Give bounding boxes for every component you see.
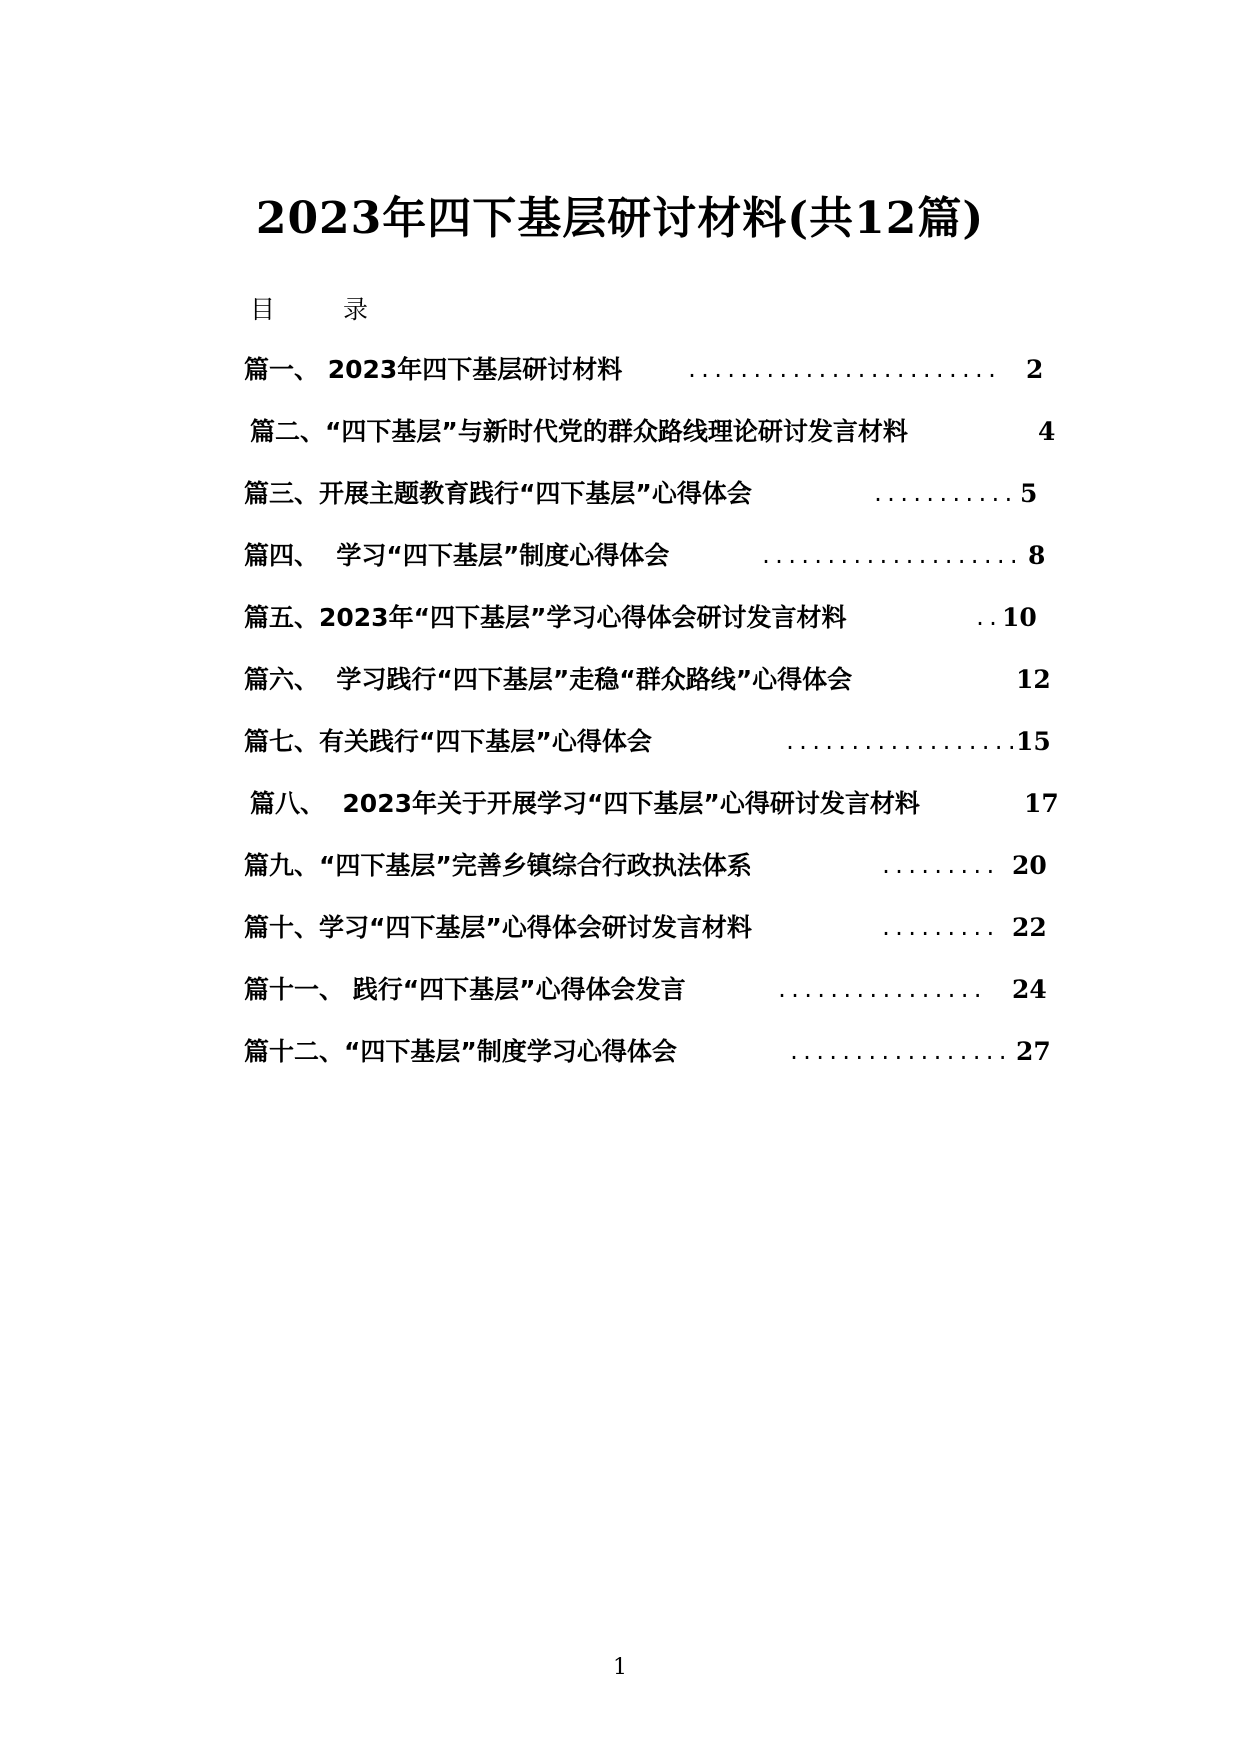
toc-entry-leader-dots: ...........: [872, 482, 1016, 506]
toc-entry[interactable]: [244, 722, 1051, 762]
document-title: 2023年四下基层研讨材料(共12篇): [255, 193, 985, 244]
toc-entry-title: 篇十一、 践行“四下基层”心得体会发言: [244, 975, 686, 1004]
toc-entry-page-number: 20: [1012, 851, 1047, 880]
toc-entry-leader-dots: .........: [880, 854, 998, 878]
toc-entry-title: 篇七、有关践行“四下基层”心得体会: [244, 727, 652, 756]
toc-entry-page-number: 4: [1038, 417, 1056, 446]
toc-entry-leader-dots: .................: [788, 1040, 1010, 1064]
page-number: 1: [613, 1655, 627, 1680]
toc-entry-title: 篇十二、“四下基层”制度学习心得体会: [244, 1037, 677, 1066]
toc-entry-page-number: 17: [1024, 789, 1059, 818]
toc-heading: 目 录: [250, 295, 398, 324]
toc-entry-title: 篇三、开展主题教育践行“四下基层”心得体会: [244, 479, 752, 508]
toc-entry-title: 篇十、学习“四下基层”心得体会研讨发言材料: [244, 913, 752, 942]
toc-entry-page-number: 22: [1012, 913, 1047, 942]
toc-entry[interactable]: [244, 846, 1047, 886]
toc-entry[interactable]: [244, 784, 1059, 824]
toc-entry-page-number: 2: [1026, 355, 1044, 384]
toc-entry[interactable]: [244, 598, 1044, 638]
toc-entry-title: 篇二、“四下基层”与新时代党的群众路线理论研讨发言材料: [250, 417, 908, 446]
toc-entry[interactable]: [244, 970, 1047, 1010]
toc-entry[interactable]: [244, 350, 1044, 390]
toc-entry-page-number: 5: [1020, 479, 1038, 508]
toc-entry[interactable]: [244, 474, 1044, 514]
toc-entry-page-number: 12: [1016, 665, 1051, 694]
toc-entry-leader-dots: .........: [880, 916, 998, 940]
toc-entry-page-number: 24: [1012, 975, 1047, 1004]
toc-entry[interactable]: [244, 660, 1051, 700]
toc-entry[interactable]: [244, 908, 1047, 948]
toc-entry-title: 篇八、 2023年关于开展学习“四下基层”心得研讨发言材料: [250, 789, 920, 818]
toc-entry-leader-dots: ....................: [760, 544, 1021, 568]
toc-entry-leader-dots: ................: [776, 978, 985, 1002]
toc-entry[interactable]: [244, 1032, 1051, 1072]
toc-entry-title: 篇一、 2023年四下基层研讨材料: [244, 355, 623, 384]
toc-entry-page-number: 15: [1016, 727, 1051, 756]
toc-entry[interactable]: [244, 536, 1044, 576]
toc-entry-page-number: 27: [1016, 1037, 1051, 1066]
toc-entry-title: 篇九、“四下基层”完善乡镇综合行政执法体系: [244, 851, 752, 880]
toc-entry-leader-dots: ..................: [784, 730, 1019, 754]
toc-entry[interactable]: [244, 412, 1056, 452]
toc-entry-page-number: 8: [1028, 541, 1046, 570]
toc-entry-leader-dots: ..: [974, 606, 1001, 630]
toc-entry-title: 篇四、 学习“四下基层”制度心得体会: [244, 541, 670, 570]
toc-entry-title: 篇五、2023年“四下基层”学习心得体会研讨发言材料: [244, 603, 847, 632]
toc-entry-leader-dots: ........................: [686, 358, 999, 382]
toc-entry-page-number: 10: [1002, 603, 1037, 632]
toc-entry-title: 篇六、 学习践行“四下基层”走稳“群众路线”心得体会: [244, 665, 853, 694]
